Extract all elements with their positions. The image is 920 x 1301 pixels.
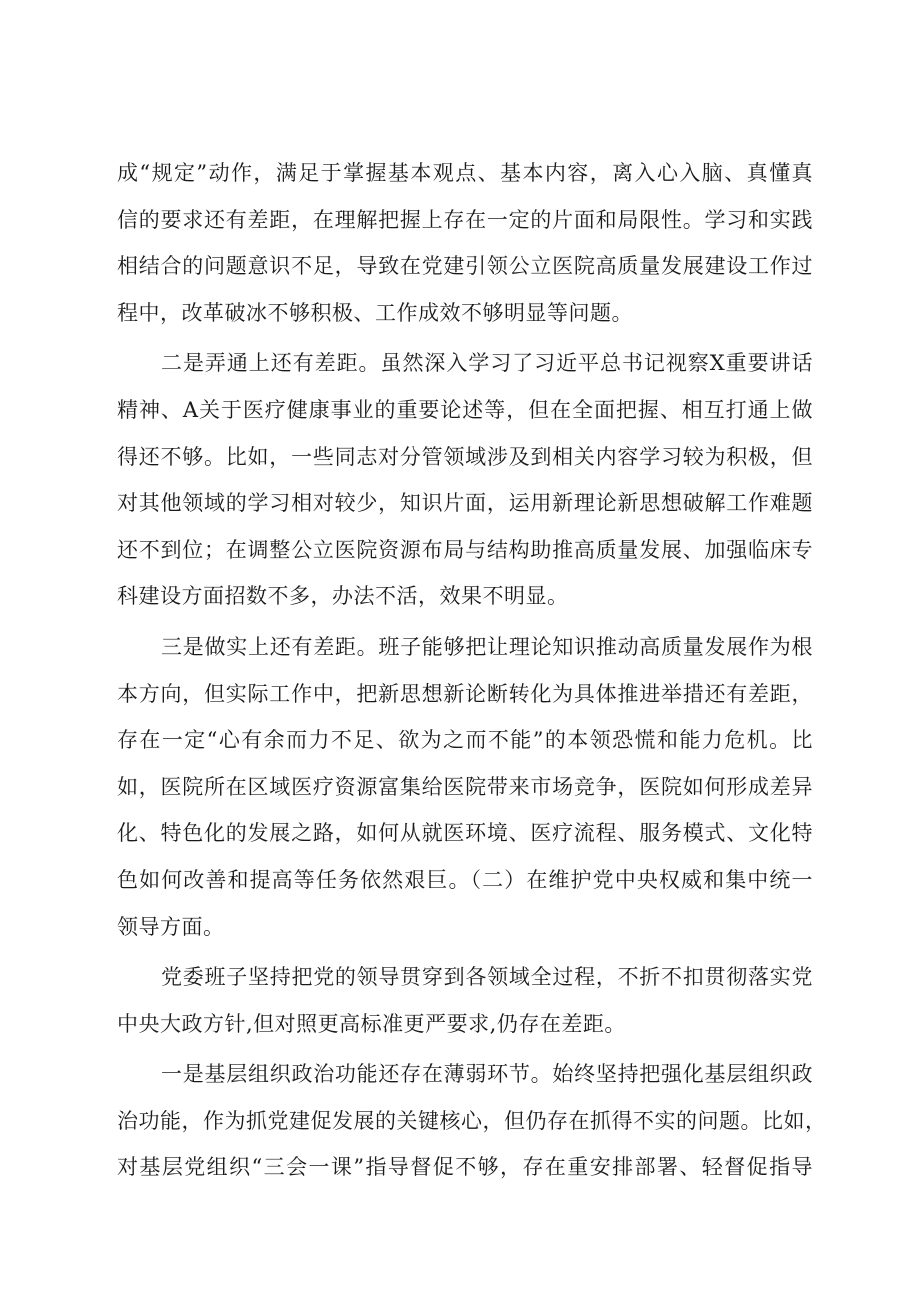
text-line: 得还不够。比如，一些同志对分管领域涉及到相关内容学习较为积极，但: [117, 444, 813, 469]
text-line: 对其他领域的学习相对较少，知识片面，运用新理论新思想破解工作难题: [117, 491, 813, 516]
text-line: 治功能，作为抓党建促发展的关键核心，但仍存在抓得不实的问题。比如，: [117, 1108, 827, 1133]
text-line: 三是做实上还有差距。班子能够把让理论知识推动高质量发展作为根: [161, 634, 813, 659]
paragraph-4: [117, 954, 813, 1047]
paragraph-3: [117, 624, 813, 950]
text-line: 中央大政方针,但对照更高标准更严要求,仍存在差距。: [117, 1011, 626, 1036]
text-line: 如，医院所在区域医疗资源富集给医院带来市场竞争，医院如何形成差异: [117, 774, 813, 799]
text-line: 化、特色化的发展之路，如何从就医环境、医疗流程、服务模式、文化特: [117, 821, 813, 846]
text-line: 成“规定”动作，满足于掌握基本观点、基本内容，离入心入脑、真懂真: [117, 161, 813, 185]
text-line: 相结合的问题意识不足，导致在党建引领公立医院高质量发展建设工作过: [117, 254, 813, 279]
text-line: 科建设方面招数不多，办法不活，效果不明显。: [117, 584, 569, 609]
text-line: 还不到位；在调整公立医院资源布局与结构助推高质量发展、加强临床专: [117, 537, 813, 562]
paragraph-1: [117, 150, 813, 336]
text-line: 对基层党组织“三会一课”指导督促不够，存在重安排部署、轻督促指导: [117, 1155, 813, 1180]
text-line: 一是基层组织政治功能还存在薄弱环节。始终坚持把强化基层组织政: [161, 1062, 813, 1087]
paragraph-5: [117, 1051, 827, 1191]
text-line: 存在一定“心有余而力不足、欲为之而不能”的本领恐慌和能力危机。比: [117, 728, 813, 753]
text-line: 党委班子坚持把党的领导贯穿到各领域全过程，不折不扣贯彻落实党: [161, 965, 813, 990]
text-line: 二是弄通上还有差距。虽然深入学习了习近平总书记视察X重要讲话: [161, 351, 813, 376]
text-line: 程中，改革破冰不够积极、工作成效不够明显等问题。: [117, 300, 633, 325]
paragraph-2: [117, 340, 813, 620]
text-line: 精神、A关于医疗健康事业的重要论述等，但在全面把握、相互打通上做: [117, 397, 813, 422]
document-body: [117, 150, 827, 1191]
text-line: 本方向，但实际工作中，把新思想新论断转化为具体推进举措还有差距，: [117, 681, 813, 706]
text-line: 领导方面。: [117, 914, 225, 939]
text-line: 信的要求还有差距，在理解把握上存在一定的片面和局限性。学习和实践: [117, 207, 813, 232]
text-line: 色如何改善和提高等任务依然艰巨。（二）在维护党中央权威和集中统一: [117, 867, 813, 892]
